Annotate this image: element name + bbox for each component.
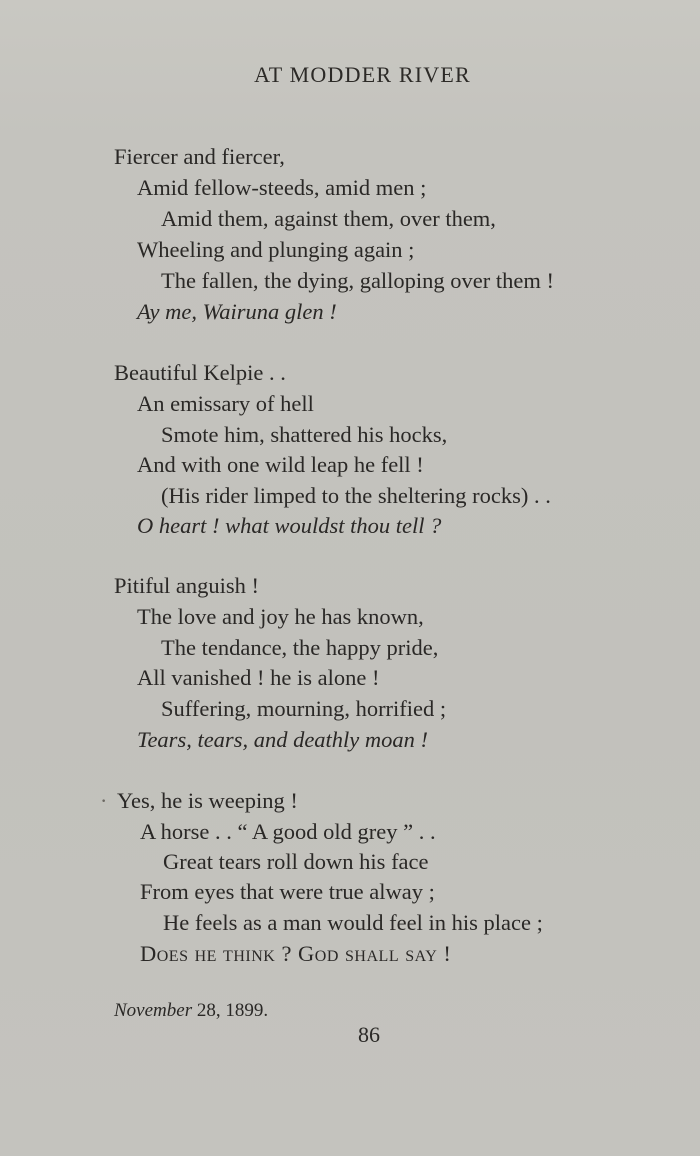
- poem-line: Wheeling and plunging again ;: [137, 237, 415, 262]
- poem-line: Amid fellow-steeds, amid men ;: [137, 175, 427, 200]
- poem-line-refrain: Ay me, Wairuna glen !: [137, 299, 337, 324]
- poem-line: Smote him, shattered his hocks,: [161, 422, 448, 447]
- date-day-year: 28, 1899.: [196, 1000, 269, 1021]
- poem-line: He feels as a man would feel in his place ;: [163, 910, 543, 935]
- poem-line: Beautiful Kelpie . .: [114, 360, 286, 385]
- date-month: November: [114, 1000, 193, 1021]
- poem-line: An emissary of hell: [137, 391, 314, 416]
- poem-line: Amid them, against them, over them,: [161, 206, 496, 231]
- poem-line: And with one wild leap he fell !: [137, 452, 424, 477]
- poem-date: [114, 1000, 268, 1022]
- page-number: 86: [358, 1022, 380, 1047]
- poem-line: From eyes that were true alway ;: [140, 879, 435, 904]
- stray-mark: ·: [100, 788, 108, 813]
- poem-line-refrain: Does he think ? God shall say !: [140, 941, 452, 966]
- poem-line: Yes, he is weeping !: [117, 788, 298, 813]
- poem-line-refrain: Tears, tears, and deathly moan !: [137, 727, 429, 752]
- poem-line: The love and joy he has known,: [137, 604, 424, 629]
- poem-line: Suffering, mourning, horrified ;: [161, 696, 447, 721]
- poem-line: (His rider limped to the sheltering rocks) . .: [161, 483, 551, 508]
- poem-line: All vanished ! he is alone !: [137, 665, 380, 690]
- poem-line-refrain: O heart ! what wouldst thou tell ?: [137, 513, 442, 538]
- poem-line: A horse . . “ A good old grey ” . .: [140, 819, 436, 844]
- poem-line: The tendance, the happy pride,: [161, 635, 439, 660]
- poem-line: Pitiful anguish !: [114, 573, 259, 598]
- poem-title: AT MODDER RIVER: [254, 62, 471, 87]
- poem-line: Great tears roll down his face: [163, 849, 429, 874]
- poem-line: The fallen, the dying, galloping over them !: [161, 268, 555, 293]
- poem-line: Fiercer and fiercer,: [114, 144, 285, 169]
